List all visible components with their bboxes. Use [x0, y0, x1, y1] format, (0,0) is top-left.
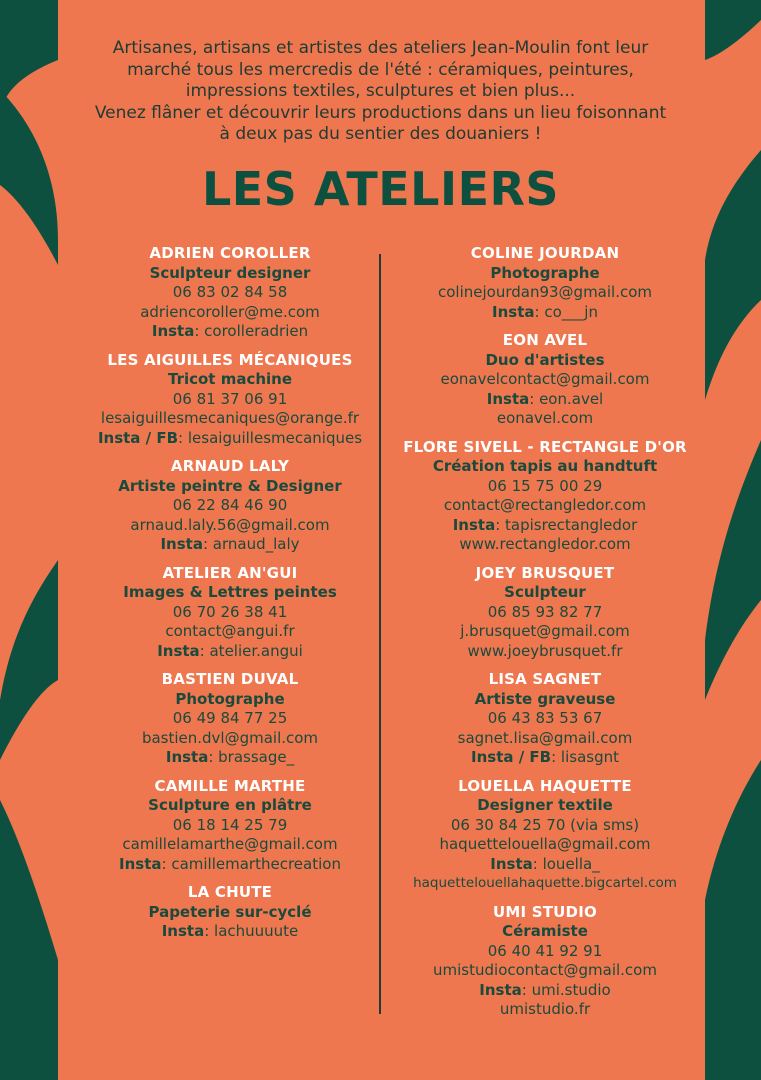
artist-entry — [395, 331, 695, 429]
artist-role: Création tapis au handtuft — [432, 457, 658, 475]
social-label: Insta — [492, 302, 535, 321]
artist-name: CAMILLE MARTHE — [154, 776, 306, 795]
social-handle: : atelier.angui — [199, 641, 303, 660]
artist-social — [80, 855, 380, 875]
artist-entry — [395, 244, 695, 322]
green-leaf-shape — [705, 0, 761, 60]
artist-entry — [80, 457, 380, 555]
artist-social — [395, 303, 695, 323]
social-handle: : camillemarthecreation — [161, 854, 341, 873]
artist-phone: 06 83 02 84 58 — [172, 283, 288, 301]
artist-role: Images & Lettres peintes — [123, 583, 337, 601]
social-label: Insta / FB — [97, 428, 179, 447]
artist-role: Artiste peintre & Designer — [118, 476, 342, 495]
artist-name: LES AIGUILLES MÉCANIQUES — [107, 350, 353, 369]
social-label: Insta — [165, 748, 209, 766]
artist-role: Designer textile — [477, 796, 613, 814]
artist-entry — [395, 903, 695, 1020]
artist-name: ATELIER AN'GUI — [162, 563, 298, 582]
artist-name: UMI STUDIO — [493, 902, 597, 921]
page-title: LES ATELIERS — [201, 162, 560, 216]
artist-email[interactable]: contact@angui.fr — [165, 622, 295, 640]
artist-name: ARNAUD LALY — [170, 457, 290, 475]
artist-role: Tricot machine — [167, 370, 293, 388]
artist-name: COLINE JOURDAN — [470, 244, 620, 262]
artist-email[interactable]: umistudiocontact@gmail.com — [433, 961, 657, 979]
artist-entry — [395, 777, 695, 894]
artist-social — [80, 922, 380, 942]
artist-email[interactable]: haquettelouella@gmail.com — [439, 835, 651, 853]
artist-social — [395, 516, 695, 536]
social-handle: : eon.avel — [529, 389, 604, 408]
green-leaf-shape — [0, 560, 58, 760]
social-label: Insta — [160, 535, 203, 553]
artist-phone: 06 70 26 38 41 — [172, 602, 288, 621]
artist-name: BASTIEN DUVAL — [161, 670, 299, 688]
artist-email[interactable]: eonavelcontact@gmail.com — [440, 370, 650, 388]
artist-social — [395, 855, 695, 875]
social-handle: : corolleradrien — [194, 322, 309, 340]
artist-name: ADRIEN COROLLER — [149, 244, 311, 262]
artist-entry — [395, 670, 695, 768]
social-label: Insta — [486, 389, 530, 408]
artist-social — [80, 429, 380, 449]
artist-phone: 06 18 14 25 79 — [172, 815, 288, 834]
intro-paragraph — [60, 38, 701, 146]
intro-line: impressions textiles, sculptures et bien plus... — [185, 81, 576, 101]
social-label: Insta — [479, 980, 522, 999]
artist-entry — [395, 564, 695, 662]
artist-entry — [80, 244, 380, 342]
artist-website[interactable]: haquettelouellahaquette.bigcartel.com — [413, 875, 677, 891]
artist-role: Artiste graveuse — [474, 689, 616, 708]
intro-line: à deux pas du sentier des douaniers ! — [219, 124, 542, 144]
artist-role: Papeterie sur-cyclé — [148, 902, 312, 921]
artist-role: Sculpture en plâtre — [148, 796, 312, 814]
artist-phone: 06 40 41 92 91 — [487, 941, 603, 960]
artist-email[interactable]: adriencoroller@me.com — [140, 302, 320, 321]
artist-social — [80, 748, 380, 768]
green-leaf-shape — [705, 760, 761, 1080]
social-label: Insta / FB — [471, 748, 552, 766]
intro-line: Venez flâner et découvrir leurs productions dans un lieu foisonnant — [94, 102, 667, 123]
artist-name: LISA SAGNET — [488, 670, 602, 688]
social-label: Insta — [452, 515, 496, 534]
artist-social — [395, 390, 695, 410]
social-handle: : louella_ — [532, 854, 600, 873]
social-handle: : arnaud_laly — [202, 535, 300, 553]
artist-email[interactable]: camillelamarthe@gmail.com — [122, 835, 338, 853]
artist-email[interactable]: colinejourdan93@gmail.com — [437, 283, 653, 301]
artist-email[interactable]: j.brusquet@gmail.com — [460, 622, 630, 640]
green-leaf-shape — [0, 800, 58, 1080]
artist-email[interactable]: contact@rectangledor.com — [443, 496, 647, 514]
artist-role: Photographe — [490, 263, 600, 282]
artist-entry — [80, 777, 380, 875]
artist-website[interactable]: www.rectangledor.com — [459, 535, 631, 553]
intro-line: marché tous les mercredis de l'été : céramiques, peintures, — [127, 59, 634, 80]
social-label: Insta — [119, 854, 162, 873]
artist-social — [80, 642, 380, 662]
artist-role: Céramiste — [502, 922, 588, 940]
social-label: Insta — [161, 922, 205, 940]
social-handle: : lachuuuute — [204, 922, 299, 940]
social-handle: : brassage_ — [208, 748, 295, 766]
artist-name: JOEY BRUSQUET — [475, 563, 615, 582]
artist-phone: 06 49 84 77 25 — [172, 709, 288, 727]
social-handle: : lisasgnt — [551, 748, 619, 766]
artist-email[interactable]: bastien.dvl@gmail.com — [141, 728, 319, 747]
artist-social — [395, 748, 695, 768]
artist-entry — [80, 670, 380, 768]
social-handle: : co___jn — [534, 302, 598, 321]
artist-entry — [80, 883, 380, 942]
artist-role: Photographe — [175, 689, 285, 708]
artist-phone: 06 22 84 46 90 — [172, 496, 288, 514]
social-label: Insta — [490, 854, 533, 873]
artist-website[interactable]: www.joeybrusquet.fr — [467, 641, 623, 660]
artist-social — [80, 322, 380, 342]
social-handle: : tapisrectangledor — [495, 515, 638, 534]
artist-phone: 06 43 83 53 67 — [487, 709, 603, 727]
artist-name: LA CHUTE — [187, 883, 273, 901]
artist-email[interactable]: sagnet.lisa@gmail.com — [457, 728, 633, 747]
artist-website[interactable]: umistudio.fr — [499, 1000, 591, 1018]
artist-phone: 06 85 93 82 77 — [487, 602, 603, 621]
artist-email[interactable]: lesaiguillesmecaniques@orange.fr — [100, 409, 360, 427]
artist-role: Duo d'artistes — [485, 350, 605, 369]
artist-role: Sculpteur designer — [149, 263, 311, 282]
artist-website[interactable]: eonavel.com — [496, 409, 594, 427]
artist-phone: 06 81 37 06 91 — [172, 389, 288, 408]
artist-name: LOUELLA HAQUETTE — [458, 776, 632, 795]
artist-email[interactable]: arnaud.laly.56@gmail.com — [130, 515, 330, 534]
artist-role: Sculpteur — [504, 583, 586, 601]
artist-phone: 06 15 75 00 29 — [487, 476, 603, 495]
intro-line: Artisanes, artisans et artistes des ateliers Jean-Moulin font leur — [112, 38, 649, 58]
left-column — [80, 244, 380, 951]
artist-entry — [80, 351, 380, 449]
artist-name: EON AVEL — [502, 331, 588, 349]
right-column — [395, 244, 695, 1029]
artist-name: FLORE SIVELL - RECTANGLE D'OR — [403, 437, 687, 456]
artist-social — [80, 535, 380, 555]
social-handle: : umi.studio — [521, 980, 611, 999]
artist-phone: 06 30 84 25 70 (via sms) — [450, 815, 640, 834]
social-label: Insta — [157, 641, 200, 660]
artist-entry — [80, 564, 380, 662]
green-leaf-shape — [705, 440, 761, 700]
artist-social — [395, 981, 695, 1001]
social-handle: : lesaiguillesmecaniques — [178, 428, 363, 447]
artist-entry — [395, 438, 695, 555]
social-label: Insta — [151, 322, 195, 340]
